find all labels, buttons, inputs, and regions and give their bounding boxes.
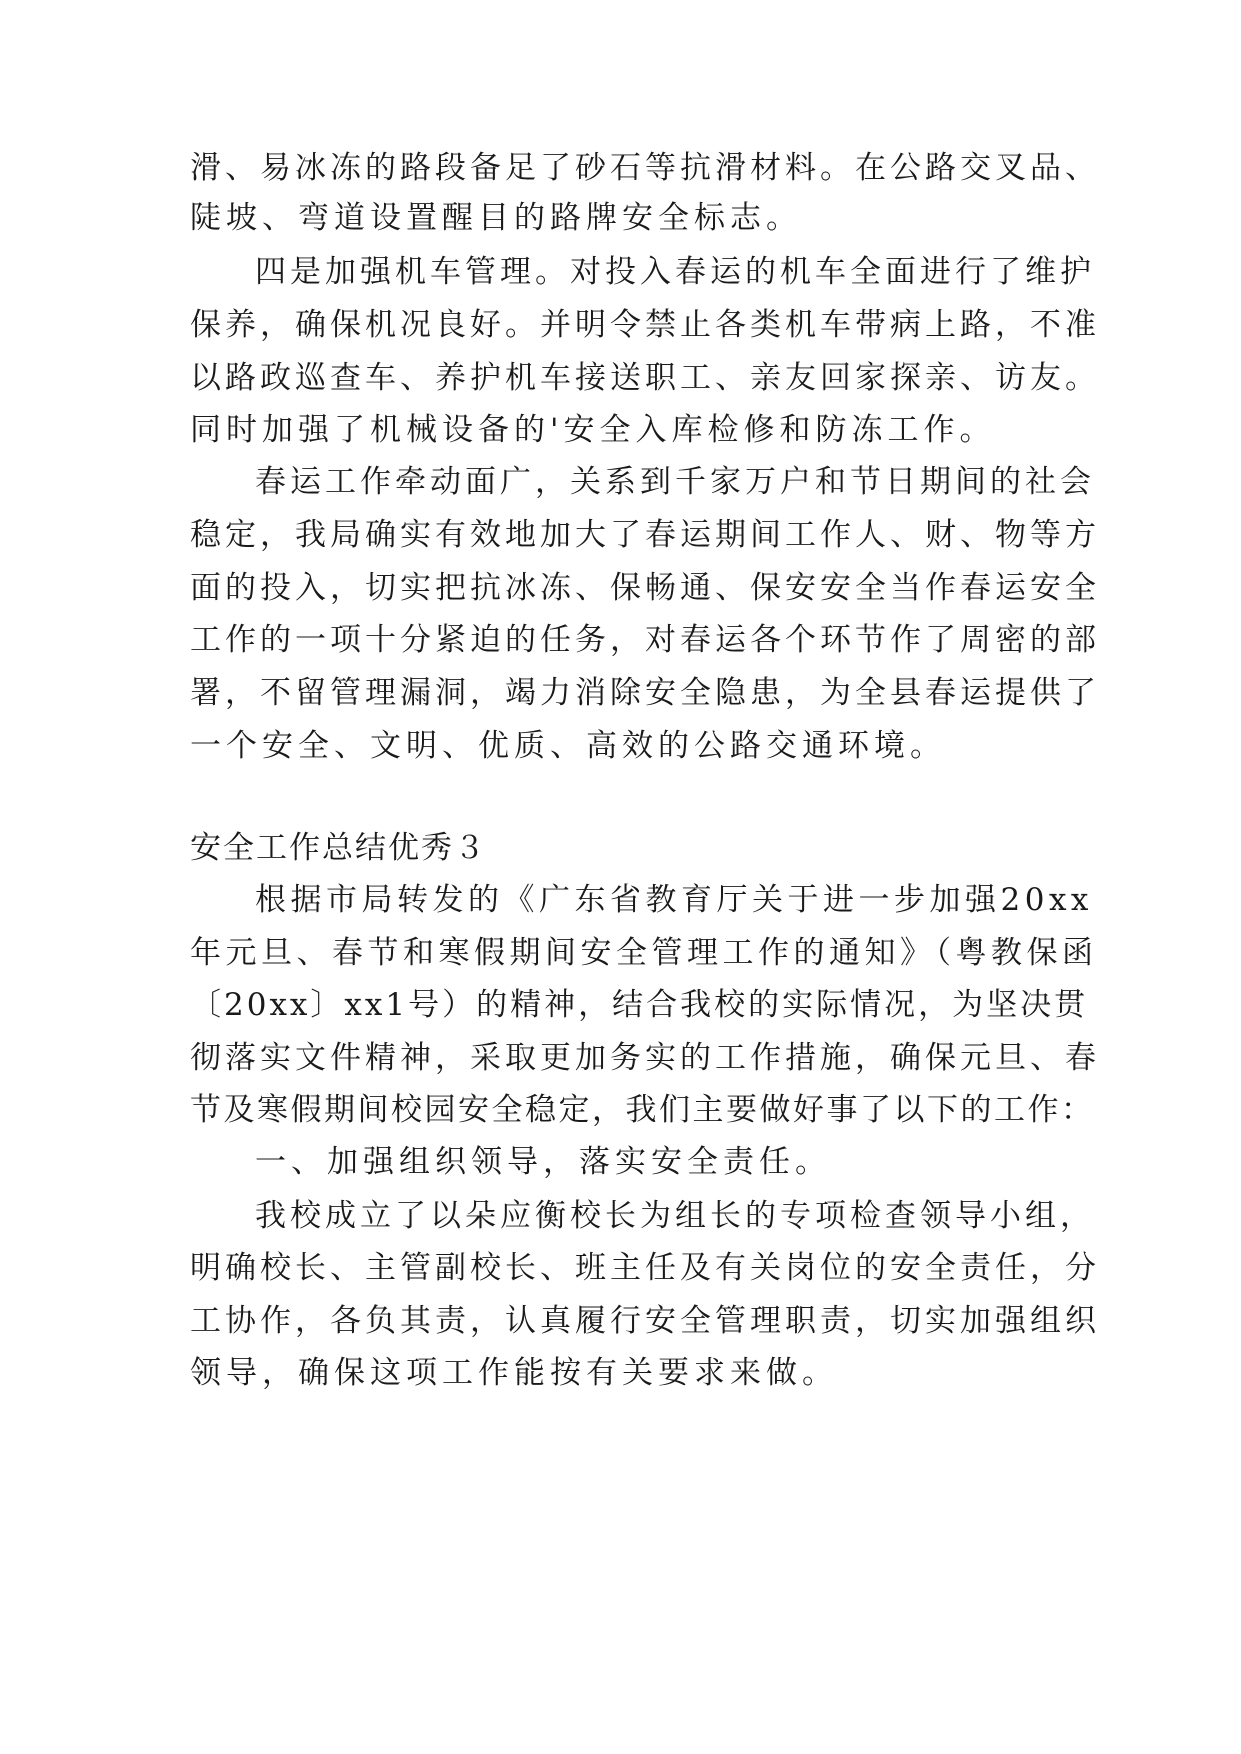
paragraph-line: 根据市局转发的《广东省教育厅关于进一步加强20xx: [255, 882, 1093, 918]
paragraph-line: 工作的一项十分紧迫的任务，对春运各个环节作了周密的部: [190, 622, 1100, 658]
paragraph-line: 面的投入，切实把抗冰冻、保畅通、保安安全当作春运安全: [190, 570, 1100, 606]
paragraph-line: 年元旦、春节和寒假期间安全管理工作的通知》（粤教保函: [190, 935, 1098, 971]
paragraph-line: 工协作，各负其责，认真履行安全管理职责，切实加强组织: [190, 1303, 1100, 1339]
paragraph-line: 保养，确保机况良好。并明令禁止各类机车带病上路，不准: [190, 307, 1100, 343]
paragraph-line: 四是加强机车管理。对投入春运的机车全面进行了维护: [255, 254, 1095, 290]
paragraph-line: 以路政巡查车、养护机车接送职工、亲友回家探亲、访友。: [190, 360, 1100, 396]
paragraph-line: 署，不留管理漏洞，竭力消除安全隐患，为全县春运提供了: [190, 675, 1100, 711]
section-heading: 安全工作总结优秀３: [190, 830, 487, 866]
paragraph-line: 同时加强了机械设备的'安全入库检修和防冻工作。: [190, 412, 996, 448]
paragraph-line: 我校成立了以朵应衡校长为组长的专项检查领导小组，: [255, 1198, 1095, 1234]
paragraph-line: 春运工作牵动面广，关系到千家万户和节日期间的社会: [255, 464, 1095, 500]
paragraph-line: 一、加强组织领导，落实安全责任。: [255, 1144, 831, 1180]
paragraph-line: 明确校长、主管副校长、班主任及有关岗位的安全责任，分: [190, 1250, 1100, 1286]
paragraph-line: 滑、易冰冻的路段备足了砂石等抗滑材料。在公路交叉品、: [190, 150, 1100, 186]
paragraph-line: 〔20xx〕xx1号）的精神，结合我校的实际情况，为坚决贯: [190, 987, 1089, 1023]
paragraph-line: 陡坡、弯道设置醒目的路牌安全标志。: [190, 200, 802, 236]
paragraph-line: 彻落实文件精神，采取更加务实的工作措施，确保元旦、春: [190, 1040, 1100, 1076]
paragraph-line: 稳定，我局确实有效地加大了春运期间工作人、财、物等方: [190, 517, 1100, 553]
paragraph-line: 节及寒假期间校园安全稳定，我们主要做好事了以下的工作：: [190, 1092, 1095, 1128]
paragraph-line: 领导，确保这项工作能按有关要求来做。: [190, 1355, 838, 1391]
paragraph-line: 一个安全、文明、优质、高效的公路交通环境。: [190, 728, 946, 764]
